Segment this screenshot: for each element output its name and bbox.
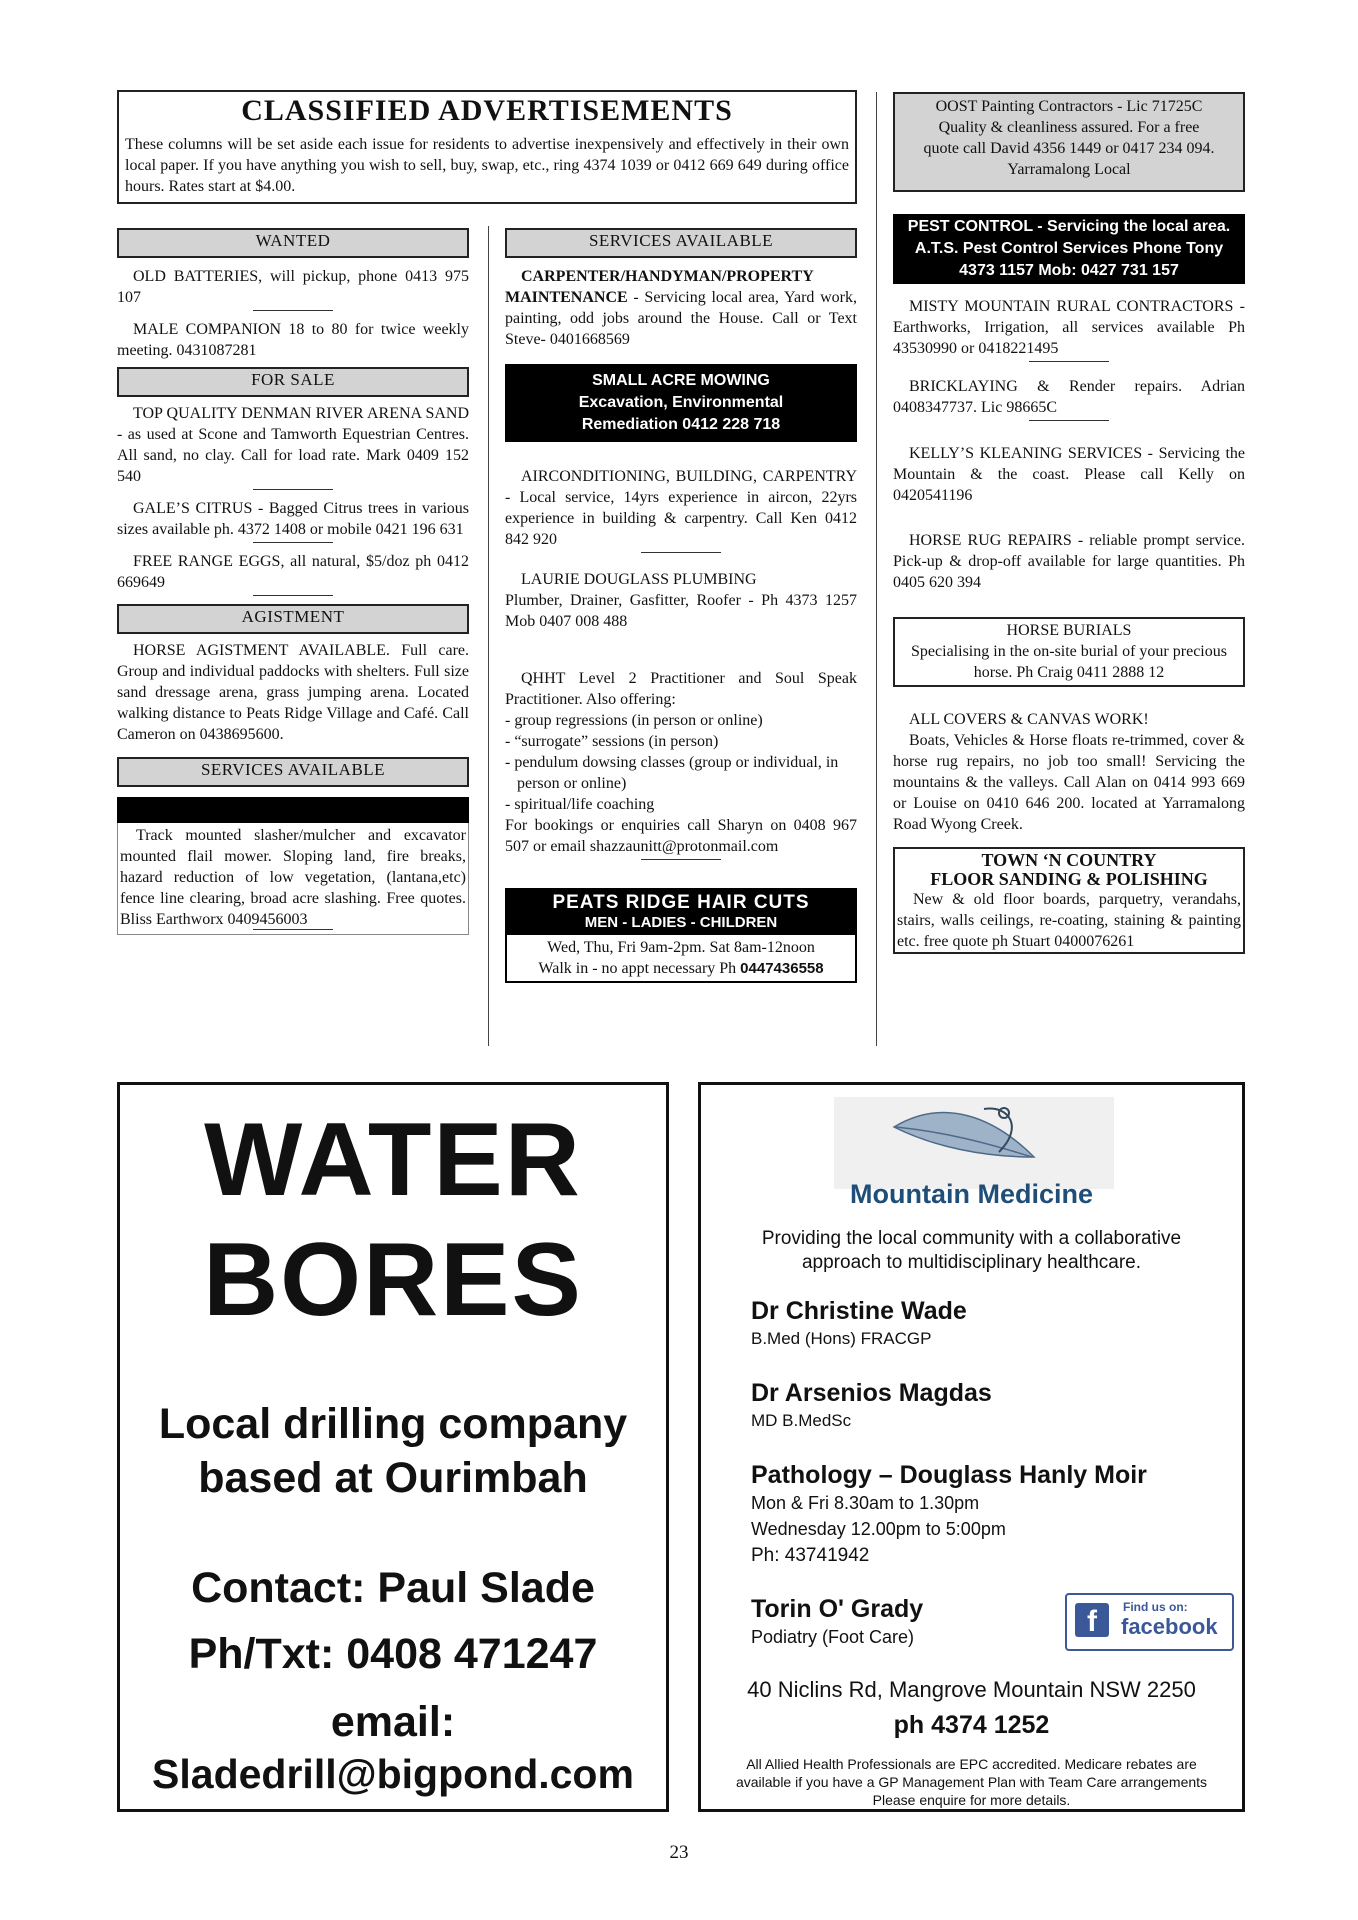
- haircuts-walkin: [507, 958, 855, 979]
- plumbing-body: Plumber, Drainer, Gasfitter, Roofer - Ph 4373 1257 Mob 0407 008 488: [505, 592, 857, 630]
- qhht-item: - group regressions (in person or online): [505, 712, 763, 729]
- oost-ad: OOST Painting Contractors - Lic 71725C Quality & cleanliness assured. For a free quote call David 4356 1449 or 0417 234 094. Yarramalong Local: [893, 92, 1245, 192]
- facebook-wordmark: facebook: [1121, 1614, 1218, 1639]
- qhht-item: - pendulum dowsing classes (group or individual, in person or online): [505, 754, 839, 792]
- services-ad-slasher: Track mounted slasher/mulcher and excavator mounted flail mower. Sloping land, fire breaks, hazard reduction of low vegetation, (lantana,etc) fence line clearing, broad acre slashing. Free quotes. Bliss Earthworx 0409456003: [117, 823, 469, 935]
- water-title-line-1: WATER: [204, 1102, 582, 1218]
- services-black-bar: [117, 797, 469, 823]
- agistment-header: AGISTMENT: [117, 604, 469, 634]
- water-tagline-1: Local drilling company: [158, 1400, 628, 1448]
- carpenter-title: CARPENTER/HANDYMAN/PROPERTY MAINTENANCE: [505, 268, 814, 306]
- dr-magdas-name: Dr Arsenios Magdas: [751, 1379, 992, 1407]
- separator: [1029, 420, 1109, 421]
- plumbing-ad: [505, 569, 857, 632]
- wanted-ad-batteries: OLD BATTERIES, will pickup, phone 0413 975 107: [117, 268, 469, 306]
- services-header-col2: SERVICES AVAILABLE: [505, 228, 857, 258]
- carpenter-ad: [505, 266, 857, 350]
- qhht-ad: [505, 668, 857, 857]
- horse-burials-ad: [893, 617, 1245, 687]
- water-tagline-2: based at Ourimbah: [198, 1454, 588, 1502]
- separator: [641, 552, 721, 553]
- mountain-medicine-logo: [834, 1097, 1114, 1189]
- carpenter-body: - Servicing local area, Yard work, painting, odd jobs around the House. Call or Text Steve- 0401668569: [505, 289, 857, 348]
- water-email-label: email:: [330, 1698, 456, 1746]
- mountain-medicine-intro-2: approach to multidisciplinary healthcare.: [801, 1252, 1141, 1273]
- haircuts-phone: 0447436558: [740, 960, 824, 977]
- dr-wade-quals: B.Med (Hons) FRACGP: [751, 1329, 932, 1348]
- podiatry-role: Podiatry (Foot Care): [751, 1627, 915, 1647]
- aircon-ad: AIRCONDITIONING, BUILDING, CARPENTRY - Local service, 14yrs experience in aircon, 22yrs experience in building & carpentry. Call Ken 0412 842 920: [505, 468, 857, 548]
- floor-title-1: TOWN ‘N COUNTRY: [981, 850, 1157, 870]
- mountain-medicine-ad: [698, 1082, 1245, 1812]
- horse-burials-body: Specialising in the on-site burial of your precious horse. Ph Craig 0411 2888 12: [911, 643, 1227, 681]
- column-1: [117, 228, 469, 938]
- mowing-ad: [505, 364, 857, 442]
- water-email: Sladedrill@bigpond.com: [152, 1751, 634, 1797]
- mowing-line-1: SMALL ACRE MOWING: [592, 372, 770, 389]
- water-contact: Contact: Paul Slade: [191, 1564, 595, 1612]
- haircuts-banner: [507, 890, 855, 935]
- facebook-icon: f: [1075, 1603, 1109, 1637]
- separator: [253, 489, 333, 490]
- covers-ad: [893, 709, 1245, 835]
- leaf-stethoscope-icon: [834, 1097, 1114, 1189]
- kellys-kleaning-ad: KELLY’S KLEANING SERVICES - Servicing the Mountain & the coast. Please call Kelly on 0420541196: [893, 445, 1245, 504]
- haircuts-ad: [505, 888, 857, 983]
- forsale-header: FOR SALE: [117, 367, 469, 397]
- classified-title: CLASSIFIED ADVERTISEMENTS: [241, 94, 733, 127]
- water-title-line-2: BORES: [203, 1222, 583, 1338]
- separator: [253, 310, 333, 311]
- haircuts-title: PEATS RIDGE HAIR CUTS: [552, 892, 810, 913]
- haircuts-details: [507, 935, 855, 981]
- classified-intro: These columns will be set aside each issue for residents to advertise inexpensively and effectively in their own local paper. If you have anything you wish to sell, buy, swap, etc., ring 4374 1039 or 0412 669 649 during office hours. Rates start at $4.00.: [125, 136, 849, 195]
- water-phone: Ph/Txt: 0408 471247: [188, 1630, 598, 1678]
- misty-mountain-ad: MISTY MOUNTAIN RURAL CONTRACTORS - Earthworks, Irrigation, all services available Ph 43530990 or 0418221495: [893, 298, 1245, 357]
- covers-body: Boats, Vehicles & Horse floats re-trimmed, cover & horse rug repairs, no job too small! Servicing the mountains & the valleys. Call Alan on 0414 993 669 or Louise on 0410 646 200. located at Yarramalong Road Wyong Creek.: [893, 732, 1245, 833]
- dr-wade-name: Dr Christine Wade: [751, 1297, 967, 1325]
- classified-header-box: [117, 90, 857, 204]
- column-divider-right: [876, 92, 877, 1046]
- floor-title-2: FLOOR SANDING & POLISHING: [930, 869, 1208, 889]
- separator: [1029, 361, 1109, 362]
- horse-rug-ad: HORSE RUG REPAIRS - reliable prompt service. Pick-up & drop-off available for large quantities. Ph 0405 620 394: [893, 532, 1245, 591]
- bricklaying-ad: BRICKLAYING & Render repairs. Adrian 0408347737. Lic 98665C: [893, 378, 1245, 416]
- column-divider-left: [488, 226, 489, 1046]
- mountain-medicine-footnote: All Allied Health Professionals are EPC accredited. Medicare rebates are available if you have a GP Management Plan with Team Care arrangements Please enquire for more details.: [735, 1756, 1208, 1808]
- forsale-ad-citrus: GALE’S CITRUS - Bagged Citrus trees in various sizes available ph. 4372 1408 or mobile 0421 196 631: [117, 500, 469, 538]
- covers-title: ALL COVERS & CANVAS WORK!: [909, 711, 1149, 728]
- pathology-name: Pathology – Douglass Hanly Moir: [751, 1461, 1147, 1489]
- floor-sanding-ad: [893, 847, 1245, 954]
- qhht-item: - “surrogate” sessions (in person): [505, 733, 719, 750]
- pathology-line-3: Ph: 43741942: [751, 1545, 870, 1566]
- separator: [641, 859, 721, 860]
- separator: [253, 595, 333, 596]
- wanted-ad-companion: MALE COMPANION 18 to 80 for twice weekly meeting. 0431087281: [117, 321, 469, 359]
- facebook-badge[interactable]: [1065, 1593, 1234, 1651]
- haircuts-hours: Wed, Thu, Fri 9am-2pm. Sat 8am-12noon: [547, 939, 815, 956]
- column-3: [893, 92, 1245, 954]
- floor-body: New & old floor boards, parquetry, verandahs, stairs, walls ceilings, re-coating, staining & painting etc. free quote ph Stuart 0400076261: [897, 891, 1241, 950]
- haircuts-walkin-text: Walk in - no appt necessary Ph: [538, 960, 741, 977]
- qhht-intro: QHHT Level 2 Practitioner and Soul Speak Practitioner. Also offering:: [505, 670, 857, 708]
- pathology-line-2: Wednesday 12.00pm to 5:00pm: [751, 1519, 1006, 1539]
- water-bores-ad: [117, 1082, 669, 1812]
- plumbing-title: LAURIE DOUGLASS PLUMBING: [521, 571, 757, 588]
- podiatry-name: Torin O' Grady: [751, 1595, 924, 1623]
- horse-burials-title: HORSE BURIALS: [1006, 622, 1132, 639]
- wanted-header: WANTED: [117, 228, 469, 258]
- agistment-ad: HORSE AGISTMENT AVAILABLE. Full care. Group and individual paddocks with shelters. Full size sand dressage arena, grass jumping arena. Located walking distance to Peats Ridge Village and Café. Call Cameron on 0438695600.: [117, 642, 469, 743]
- mowing-line-2: Excavation, Environmental: [578, 394, 784, 411]
- column-2: [505, 228, 857, 983]
- mountain-medicine-brand: Mountain Medicine: [850, 1179, 1093, 1209]
- pest-control-ad: PEST CONTROL - Servicing the local area. A.T.S. Pest Control Services Phone Tony 4373 1157 Mob: 0427 731 157: [893, 214, 1245, 284]
- facebook-find-us: Find us on:: [1123, 1600, 1188, 1614]
- services-header-col1: SERVICES AVAILABLE: [117, 757, 469, 787]
- mountain-medicine-address: 40 Niclins Rd, Mangrove Mountain NSW 2250: [747, 1677, 1196, 1702]
- page-number: 23: [669, 1842, 689, 1863]
- qhht-offering-list: [505, 710, 857, 815]
- qhht-item: - spiritual/life coaching: [505, 796, 655, 813]
- pathology-line-1: Mon & Fri 8.30am to 1.30pm: [751, 1493, 980, 1513]
- haircuts-subtitle: MEN - LADIES - CHILDREN: [584, 914, 778, 931]
- forsale-ad-sand: TOP QUALITY DENMAN RIVER ARENA SAND - as used at Scone and Tamworth Equestrian Centres. All sand, no clay. Call for load rate. Mark 0409 152 540: [117, 405, 469, 485]
- mountain-medicine-phone: ph 4374 1252: [893, 1711, 1050, 1739]
- dr-magdas-quals: MD B.MedSc: [751, 1411, 852, 1430]
- separator: [253, 542, 333, 543]
- qhht-contact: For bookings or enquiries call Sharyn on 0408 967 507 or email shazzaunitt@protonmail.com: [505, 817, 857, 855]
- forsale-ad-eggs: FREE RANGE EGGS, all natural, $5/doz ph 0412 669649: [117, 553, 469, 591]
- mountain-medicine-intro-1: Providing the local community with a collaborative: [761, 1228, 1182, 1249]
- mowing-line-3: Remediation 0412 228 718: [581, 416, 781, 433]
